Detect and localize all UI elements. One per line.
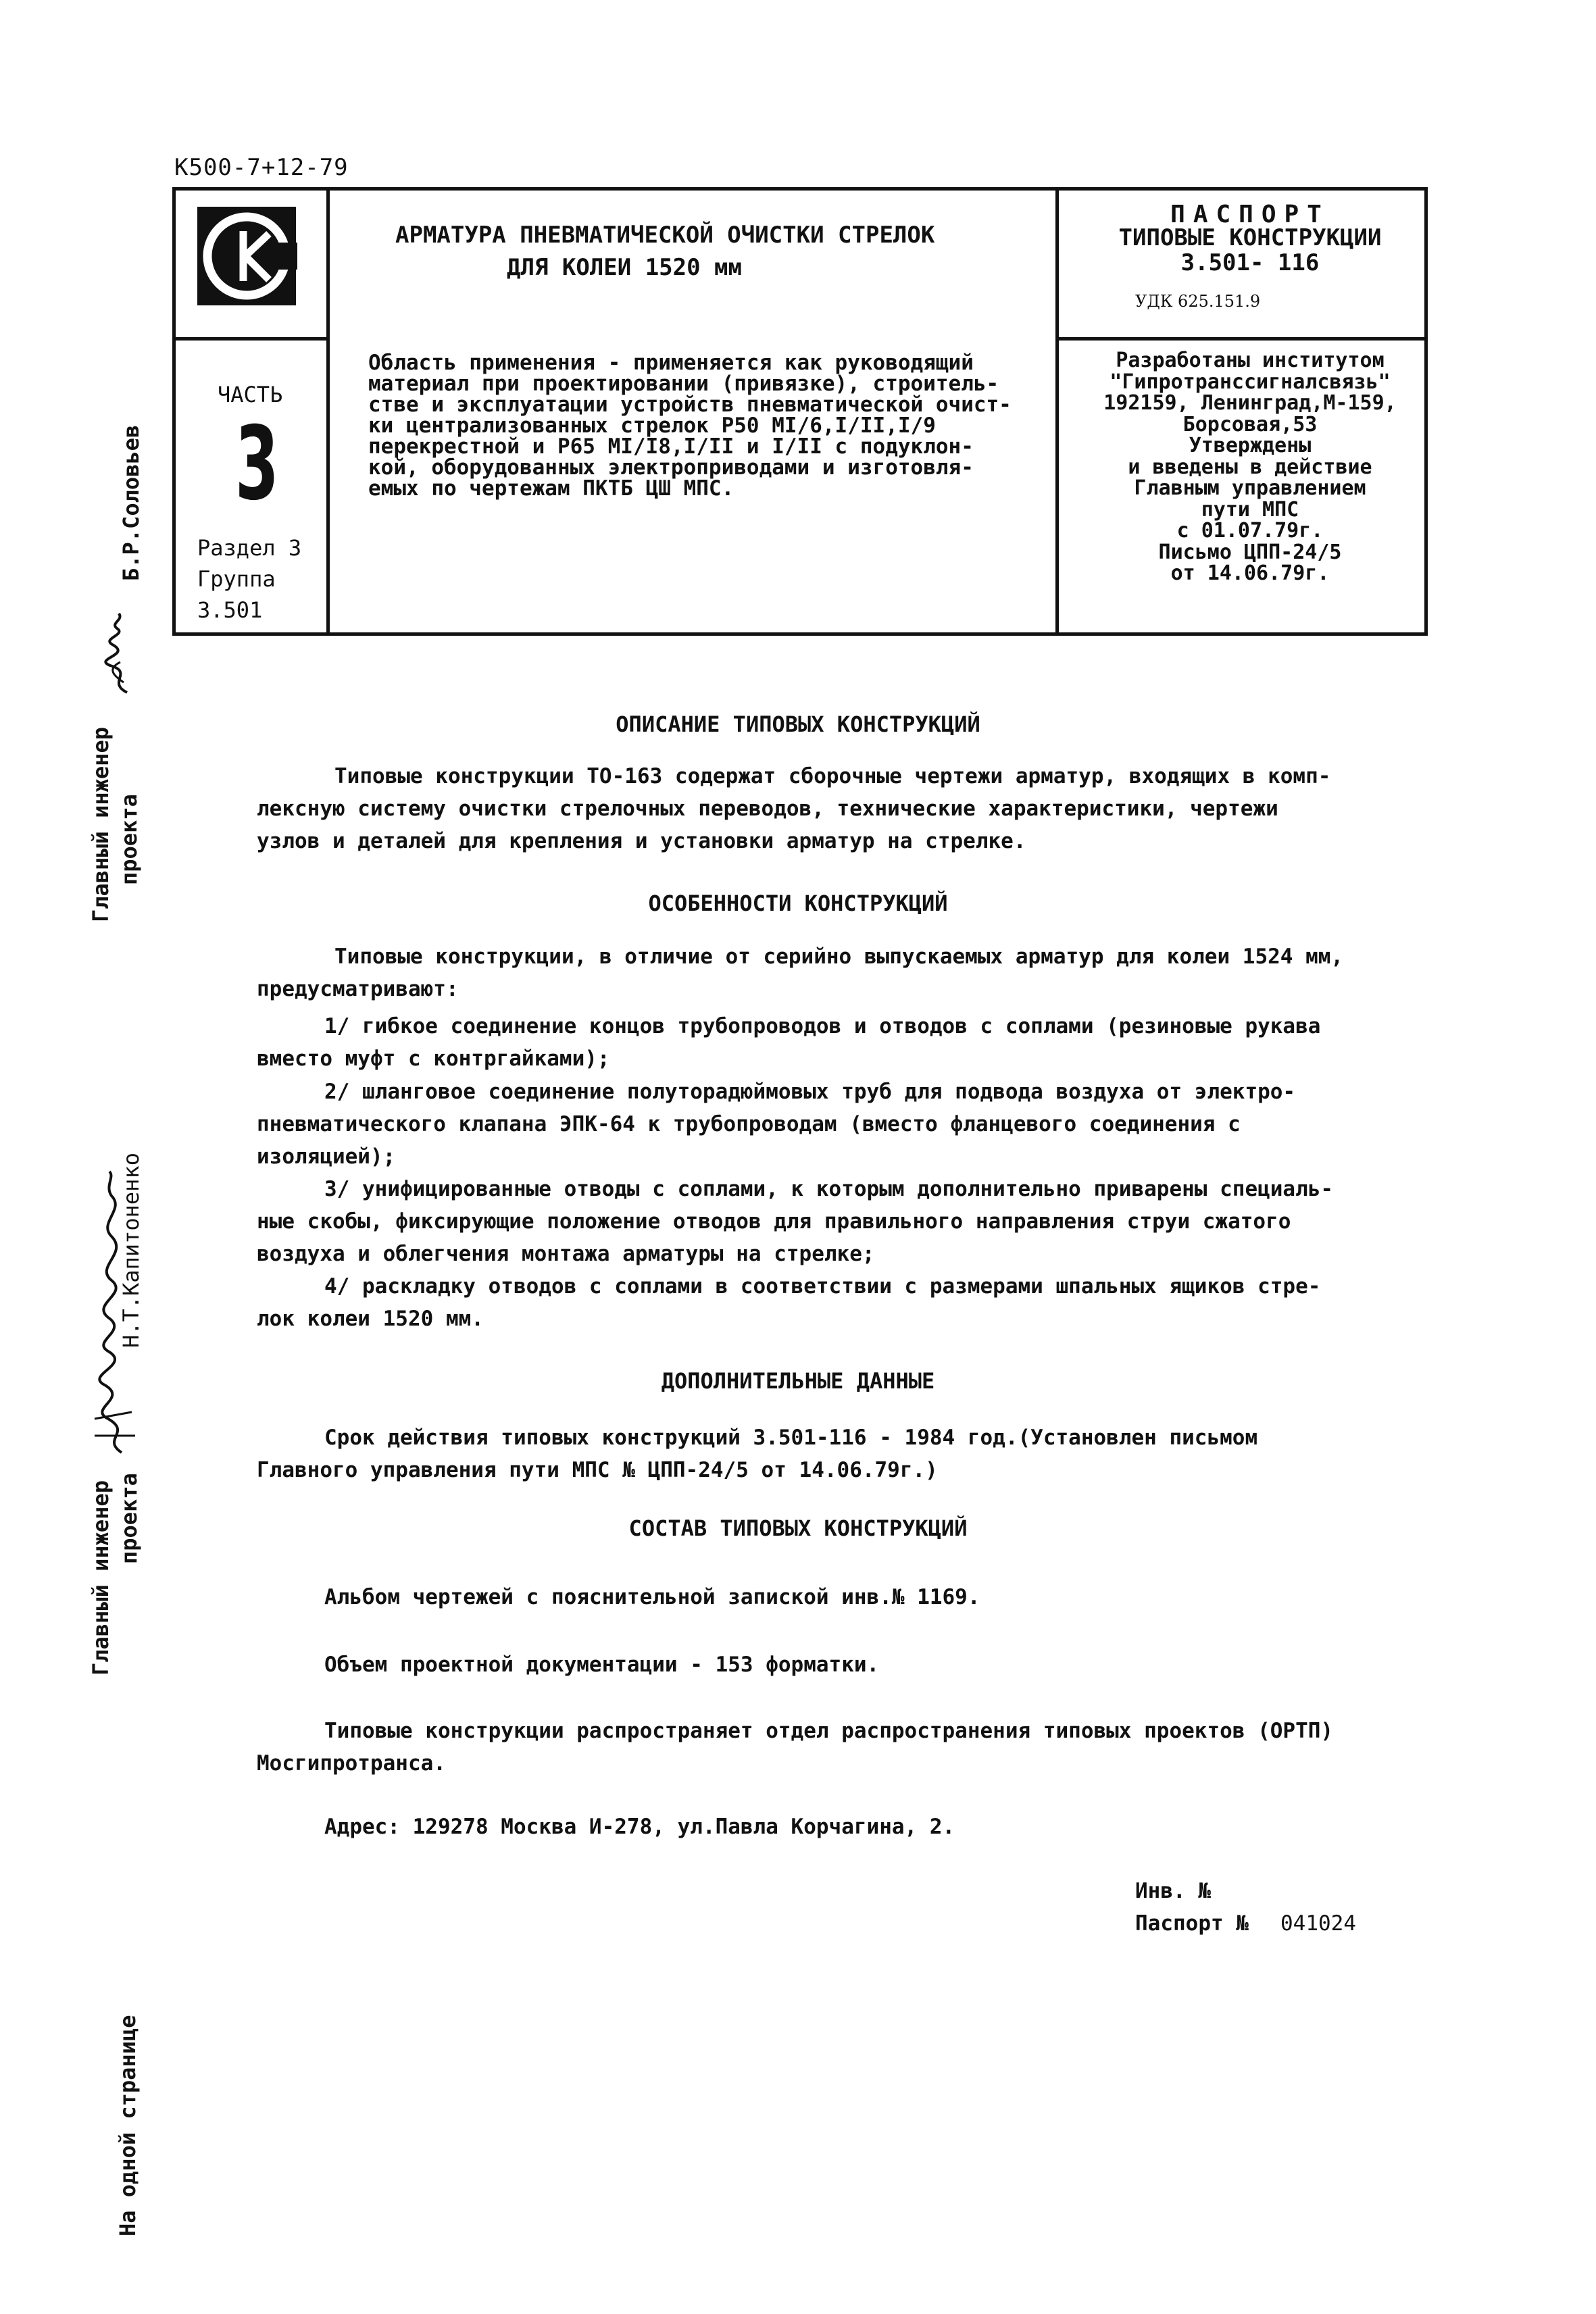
developer-line: Главным управлением [1134,476,1366,500]
passport-code: 3.501- 116 [1180,249,1320,276]
scope-line: ки централизованных стрелок Р50 МI/6,I/II,I/9 [368,413,936,438]
scope-line: стве и эксплуатации устройств пневматической очист- [368,393,1012,417]
developer-line: Письмо ЦПП-24/5 [1158,540,1342,564]
developer-line: Борсовая,53 [1182,412,1318,436]
margin-name-2: Н.Т.Капитоненко [118,1153,144,1348]
udk-code: УДК 625.151.9 [1135,292,1261,311]
margin-role-1b: проекта [116,794,142,885]
scope-line: емых по чертежам ПКТБ ЦШ МПС. [368,476,734,501]
group-label: Группа [197,566,276,592]
scope-line: Область применения - применяется как руководящий [368,351,974,375]
feature-line: изоляцией); [257,1145,396,1169]
sk-logo-icon [196,205,297,307]
features-intro-line: Типовые конструкции, в отличие от серийно выпускаемых арматур для колеи 1524 мм, [334,945,1344,969]
margin-role-1: Главный инженер [88,727,114,922]
feature-line: 1/ гибкое соединение концов трубопроводов и отводов с соплами (резиновые рукава [324,1014,1321,1038]
description-line: лексную систему очистки стрелочных переводов, технические характеристики, чертежи [257,797,1278,821]
header-table [172,187,1428,636]
divider-logo [176,337,326,341]
developer-line: Разработаны институтом [1116,349,1385,372]
feature-line: пневматического клапана ЭПК-64 к трубопроводам (вместо фланцевого соединения с [257,1112,1241,1136]
feature-line: вместо муфт с контргайками); [257,1047,610,1071]
passport-subtitle: ТИПОВЫЕ КОНСТРУКЦИИ [1118,224,1382,251]
signature-2-icon [74,1169,149,1459]
heading-additional: ДОПОЛНИТЕЛЬНЫЕ ДАННЫЕ [661,1368,935,1394]
distribution-line: Мосгипротранса. [257,1751,446,1776]
divider-passport [1055,337,1424,341]
passport-number-label: Паспорт № [1135,1911,1249,1936]
scope-line: материал при проектировании (привязке), строитель- [368,372,999,396]
additional-line: Срок действия типовых конструкций 3.501-116 - 1984 год.(Установлен письмом [324,1426,1258,1450]
passport-number: 041024 [1280,1911,1356,1936]
heading-features: ОСОБЕННОСТИ КОНСТРУКЦИЙ [648,890,948,916]
margin-note: На одной странице [115,2015,141,2236]
feature-line: 4/ раскладку отводов с соплами в соответствии с размерами шпальных ящиков стре- [324,1274,1321,1299]
scope-line: перекрестной и Р65 МI/I8,I/II и I/II с подуклон- [368,434,974,459]
developer-line: с 01.07.79г. [1176,519,1324,543]
developer-line: пути МПС [1201,497,1299,522]
developer-line: и введены в действие [1128,455,1372,479]
album-line: Альбом чертежей с пояснительной запиской инв.№ 1169. [324,1585,980,1609]
part-number: 3 [235,405,279,523]
description-line: Типовые конструкции ТО-163 содержат сборочные чертежи арматур, входящих в комп- [334,764,1331,788]
feature-line: ные скобы, фиксирующие положение отводов для правильного направления струи сжатого [257,1209,1291,1234]
address-line: Адрес: 129278 Москва И-278, ул.Павла Корчагина, 2. [324,1815,955,1839]
divider-left [326,191,330,632]
developer-line: "Гипротранссигналсвязь" [1109,370,1391,394]
signature-1-icon [86,608,147,696]
developer-block [1081,350,1419,584]
document-code: К500-7+12-79 [174,154,349,181]
distribution-line: Типовые конструкции распространяет отдел распространения типовых проектов (ОРТП) [324,1719,1334,1743]
additional-line: Главного управления пути МПС № ЦПП-24/5 от 14.06.79г.) [257,1458,938,1482]
feature-line: воздуха и облегчения монтажа арматуры на стрелке; [257,1242,875,1266]
description-line: узлов и деталей для крепления и установки арматур на стрелке. [257,829,1026,853]
title-line-1: АРМАТУРА ПНЕВМАТИЧЕСКОЙ ОЧИСТКИ СТРЕЛОК [395,222,935,249]
volume-line: Объем проектной документации - 153 форматки. [324,1653,880,1677]
part-label: ЧАСТЬ [218,382,283,407]
margin-role-2b: проекта [116,1473,142,1564]
developer-line: 192159, Ленинград,М-159, [1103,391,1397,415]
feature-line: 3/ унифицированные отводы с соплами, к которым дополнительно приварены специаль- [324,1177,1334,1201]
features-intro-line: предусматривают: [257,977,459,1001]
passport-title: ПАСПОРТ [1170,201,1330,228]
margin-name-1: Б.Р.Соловьев [118,424,144,581]
margin-role-2: Главный инженер [88,1480,114,1676]
group-code: 3.501 [197,597,263,623]
scope-text [368,353,1044,499]
heading-description: ОПИСАНИЕ ТИПОВЫХ КОНСТРУКЦИЙ [616,711,980,737]
heading-composition: СОСТАВ ТИПОВЫХ КОНСТРУКЦИЙ [628,1515,968,1541]
divider-right [1055,191,1059,632]
title-line-2: ДЛЯ КОЛЕИ 1520 мм [507,254,742,281]
section-label: Раздел 3 [197,535,302,561]
scope-line: кой, оборудованных электроприводами и изготовля- [368,455,974,480]
developer-line: от 14.06.79г. [1170,561,1330,585]
feature-line: лок колеи 1520 мм. [257,1307,484,1331]
developer-line: Утверждены [1189,434,1312,457]
inventory-label: Инв. № [1135,1879,1211,1903]
feature-line: 2/ шланговое соединение полуторадюймовых труб для подвода воздуха от электро- [324,1080,1296,1104]
